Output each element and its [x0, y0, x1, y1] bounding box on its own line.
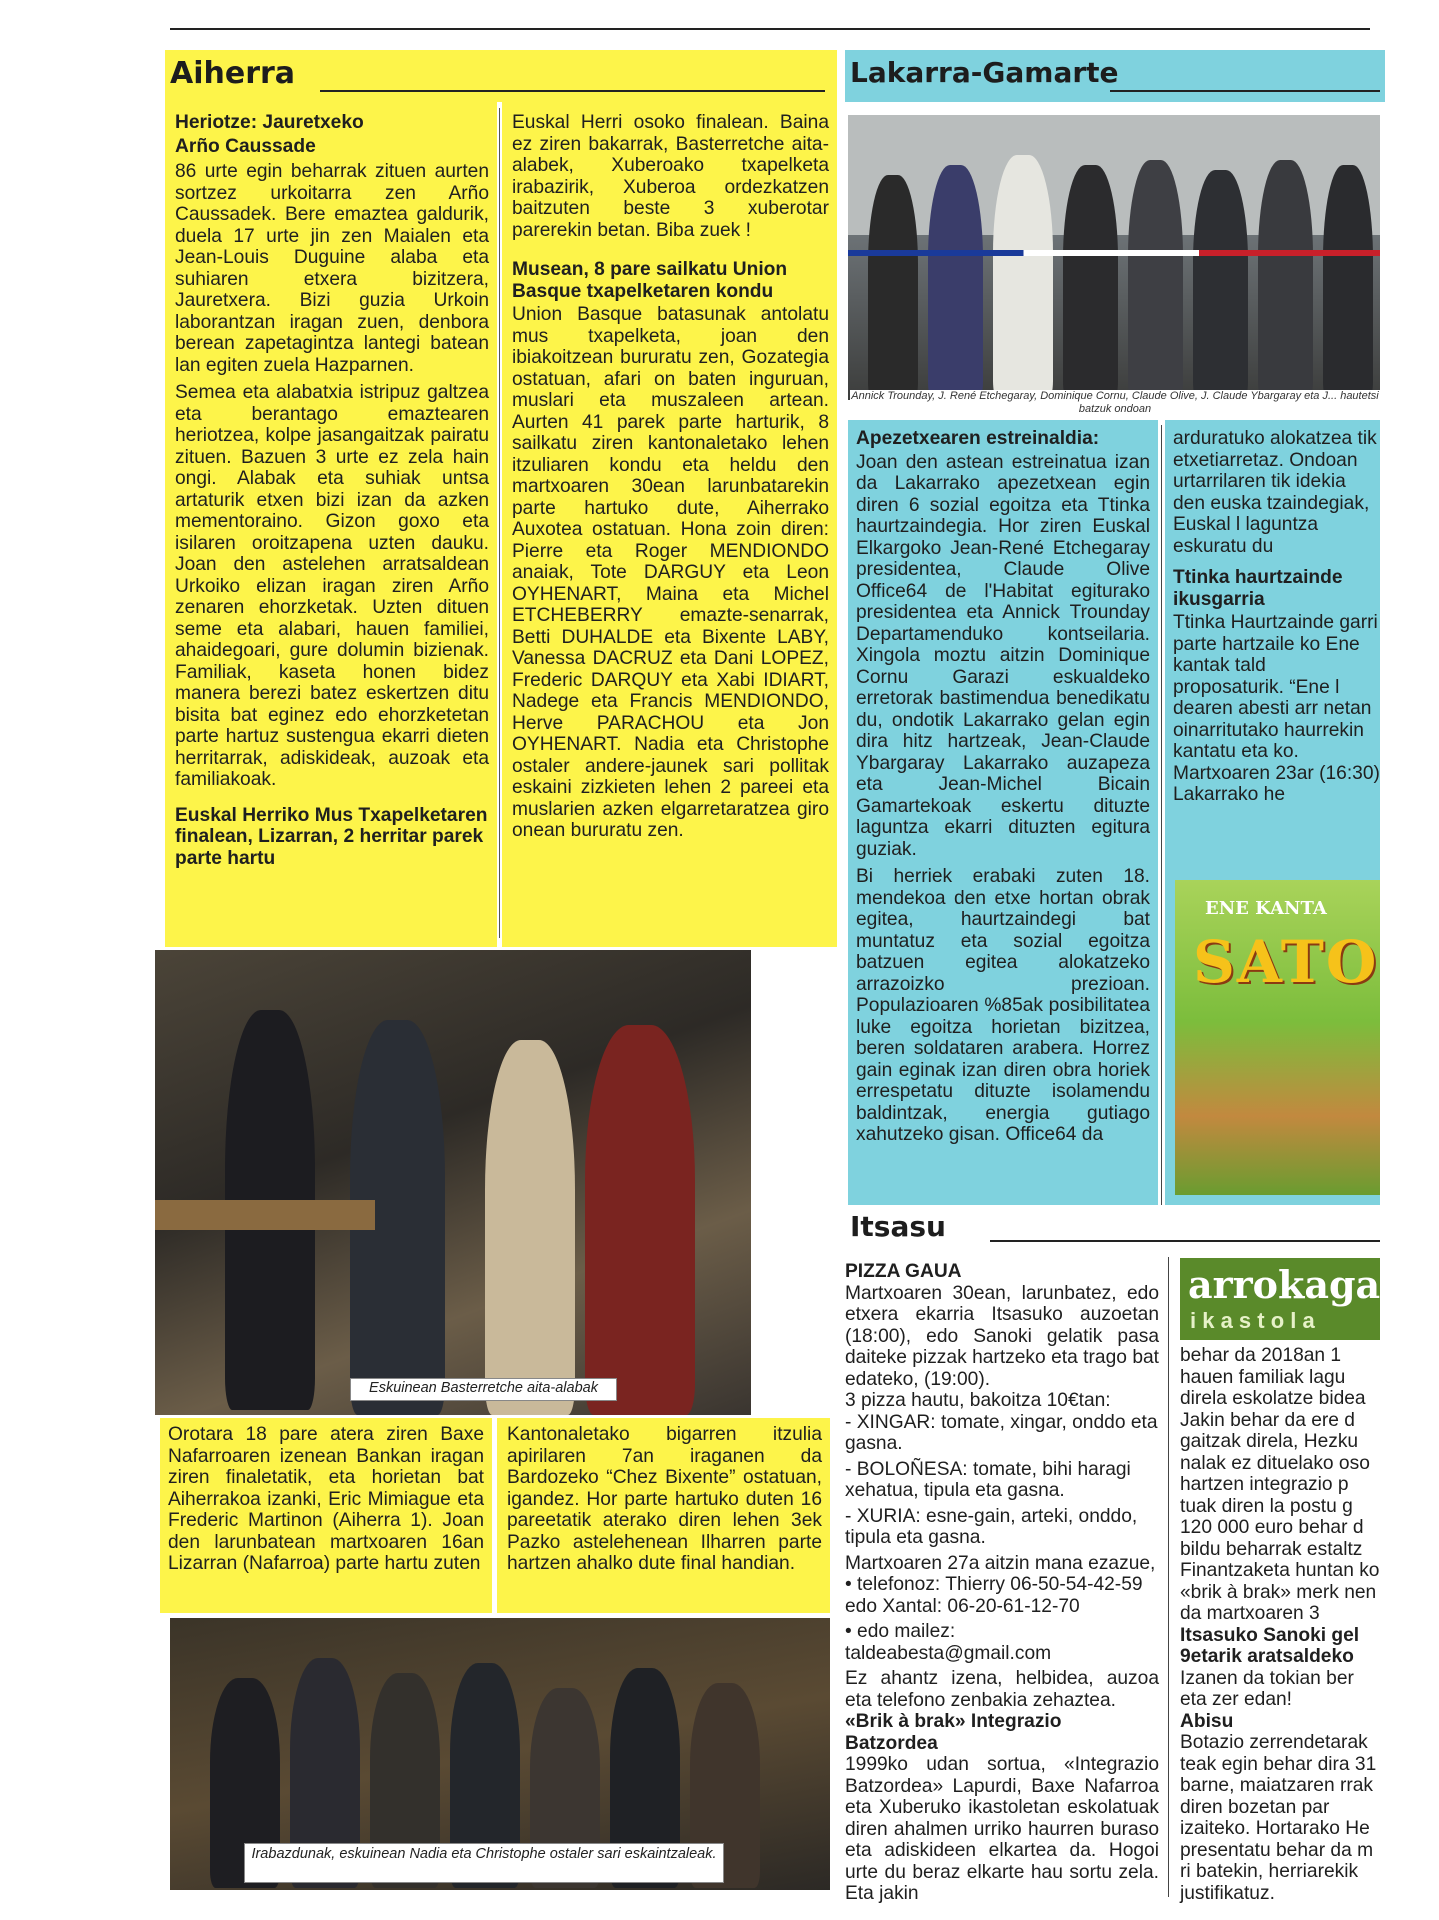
person-silhouette — [993, 155, 1053, 400]
obituary-name: Arño Caussade — [175, 135, 316, 157]
obituary-paragraph-2: Semea eta alabatxia istripuz galtzea eta berantago emaztearen heriotzea, kolpe jasangaitzak pairatu zituen. Bazuen 3 urte ez zela hain ongi. Alabak eta suhiak untsa artaturik etxen bizi izan da azken mementoraino. Gizon goxo eta isilaren oroitzapena uzten dauku. Joan den astelehen arratsaldean Urkoiko elizan iragan ziren Arño zenaren ehorzketak. Uzten dituen seme eta alabari, hauen familiei, ahaidegoari, gure dolumin bizienak. Familiak, kaseta honen bidez manera berezi batez eskertzen ditu bisita bat eginez edo ehorzketetan parte hartuz sustengua ekarri dieten herritarrak, adiskideak, auzoak eta familiakoak. — [175, 382, 489, 790]
contact-email: • edo mailez: taldeabesta@gmail.com — [845, 1621, 1052, 1664]
ribbon — [848, 250, 1380, 256]
pizza-reminder: Ez ahantz izena, helbidea, auzoa eta telefono zenbakia zehaztea. — [845, 1668, 1159, 1711]
apezetxe-paragraph-1: Joan den astean estreinatua izan da Lakarrako apezetxean egin diren 6 sozial egoitza eta Ttinka haurtzaindegia. Hor ziren Euskal Elkargoko Jean-René Etchegaray presidentea, Claude Olive Office64 de l'Habitat egiturako presidentea eta Annick Trounday Departamenduko kontseilaria. Xingola moztu aitzin Dominique Cornu Garazi eskualdeko erretorak bastimendua benedikatu du, ondotik Lakarrako gelan egin dira hitz hartzeak, Jean-Claude Ybargaray Lakarrako auzapeza eta Jean-Michel Bicain Gamartekoak eskertu dituzte laguntza ekarri dituzten egitura guziak. — [856, 451, 1150, 860]
sanoki-paragraph: Izanen da tokian ber eta zer edan! — [1180, 1667, 1354, 1710]
aiherra-column-2 — [502, 102, 837, 947]
itsasu-right-column — [1180, 1345, 1380, 1905]
inauguration-photo — [848, 115, 1380, 400]
person-silhouette — [1193, 170, 1248, 400]
lakarra-title-rule — [1110, 90, 1380, 92]
itsasu-column — [845, 1257, 1163, 1907]
itsasu-title: Itsasu — [850, 1210, 946, 1243]
person-silhouette — [485, 1040, 575, 1415]
ene-kantak-poster — [1175, 880, 1380, 1195]
person-silhouette — [585, 1025, 695, 1415]
arrokagarai-logo — [1180, 1258, 1439, 1340]
lakarra-right-paragraph-1: arduratuko alokatzea tik etxetiarretaz. Ondoan urtarrilaren tik idekia den euska tzaindegiak, Euskal l laguntza eskuratu du — [1173, 428, 1377, 557]
person-silhouette — [868, 175, 918, 400]
logo-word: arrokagarai — [1188, 1262, 1439, 1307]
group-photo-caption: Irabazdunak, eskuinean Nadia eta Christophe ostaler sari eskaintzaleak. — [244, 1843, 724, 1883]
apezetxe-heading: Apezetxearen estreinaldia: — [856, 428, 1100, 449]
aiherra-column-1 — [165, 102, 497, 947]
contact-phone: • telefonoz: Thierry 06-50-54-42-59 edo Xantal: 06-20-61-12-70 — [845, 1574, 1143, 1617]
column-divider — [1161, 425, 1162, 1205]
pizza-item: - XINGAR: tomate, xingar, onddo eta gasna. — [845, 1411, 1158, 1454]
person-silhouette — [1323, 165, 1373, 400]
lakarra-column — [848, 420, 1158, 1205]
table — [155, 1200, 375, 1230]
union-basque-heading: Musean, 8 pare sailkatu Union Basque txapelketaren kondu — [512, 259, 788, 302]
mus-final-heading: Euskal Herriko Mus Txapelketaren finalean, Lizarran, 2 herritar parek parte hartu — [175, 804, 488, 869]
mus-winners-caption: Eskuinean Basterretche aita-alabak — [350, 1378, 617, 1401]
brik-continued: behar da 2018an 1 hauen familiak lagu direla eskolatze bidea Jakin behar da ere d gaitzak direla, Hezku nalak ez dituelako oso hartzen integrazio p tuak diren la postu g 120 000 euro behar d bildu beharrak estaltz Finantzaketa huntan ko «brik à brak» merk nen da martxoaren 3 — [1180, 1345, 1380, 1624]
obituary-paragraph-1: 86 urte egin beharrak zituen aurten sortzez urkoitarra zen Arño Caussadek. Bere emaztea galdurik, duela 17 urte jin zen Maialen eta Jean-Louis Duguine alaba eta suhiaren etxera bizitzera, Jauretxera. Bizi guzia Urkoin laborantzan iragan zuen, denbora berean zapetagintza lantegi batean lan egiten zuela Hazparnen. — [175, 161, 489, 376]
sanoki-heading: Itsasuko Sanoki gel 9etarik aratsaldeko — [1180, 1624, 1360, 1667]
itsasu-title-rule — [990, 1240, 1380, 1242]
mus-winners-photo — [155, 950, 751, 1415]
column-divider — [499, 108, 500, 938]
pizza-paragraph-1: Martxoaren 30ean, larunbatez, edo etxera ekarria Itsasuko auzoetan (18:00), edo Sanoki gelatik pasa daiteke pizzak hartzeko eta trago bat edateko, (19:00). — [845, 1282, 1159, 1390]
pizza-paragraph-2: 3 pizza hautu, bakoitza 10€tan: — [845, 1390, 1111, 1411]
aiherra-title-rule — [320, 90, 825, 92]
lakarra-right-paragraph-2: Ttinka Haurtzainde garri parte hartzaile ko Ene kantak tald proposaturik. “Ene l dearen abesti arr netan oinarritutako haurrekin kantatu eta ko. Martxoaren 23ar (16:30) Lakarrako he — [1173, 612, 1380, 805]
brik-heading: «Brik à brak» Integrazio Batzordea — [845, 1711, 1062, 1754]
lakarra-title: Lakarra-Gamarte — [850, 56, 1119, 89]
person-silhouette — [1063, 165, 1118, 400]
apezetxe-paragraph-2: Bi herriek erabaki zuten 18. mendekoa den etxe hortan obrak egitea, haurtzaindegi bat muntatuz eta sozial egoitza batzuen egitea alokatzeko arrazoizko prezioan. Populazioaren %85ak posibilitatea luke egoitza horietan bizitzea, beren soldataren arabera. Horrez gain eginak izan diren obra horiek errespetatu dituzte isolamendu baldintzak, energia gutiago xahutzeko gisan. Office64 da — [856, 866, 1150, 1145]
poster-big-title: SATO — [1193, 928, 1379, 996]
obituary-heading: Heriotze: Jauretxeko — [175, 112, 364, 133]
person-silhouette — [928, 165, 983, 400]
logo-subtitle: i k a s t o l a — [1190, 1308, 1315, 1333]
pizza-item: - XURIA: esne-gain, arteki, onddo, tipula eta gasna. — [845, 1505, 1138, 1548]
column-divider — [1168, 1257, 1169, 1897]
pizza-heading: PIZZA GAUA — [845, 1261, 962, 1282]
pizza-order-text: Martxoaren 27a aitzin mana ezazue, — [845, 1552, 1156, 1574]
top-rule — [170, 28, 1370, 30]
abisu-paragraph: Botazio zerrendetarak teak egin behar dira 31 barne, maiatzaren rrak diren bozetan par izaiteko. Hortarako He presentatu behar da m ri batekin, herriarekik justifikatuz. — [1180, 1732, 1377, 1904]
person-silhouette — [1128, 160, 1183, 400]
union-basque-paragraph: Union Basque batasunak antolatu mus txapelketa, joan den ibiakoitzean bururatu zen, Gozategia ostatuan, afari on baten inguruan, muslari eta muszaleen artean. Aurten 41 parek parte harturik, 8 sailkatu ziren kantonaletako lehen itzuliaren kondu eta heldu den martxoaren 30ean larunbatarekin parte hartuko dute, Aiherrako Auxotea ostatuan. Hona zoin diren: Pierre eta Roger MENDIONDO anaiak, Tote DARGUY eta Leon OYHENART, Maina eta Michel ETCHEBERRY emazte-senarrak, Betti DUHALDE eta Bixente LABY, Vanessa DACRUZ eta Dani LOPEZ, Frederic DARQUY eta Xabi IDIART, Nadege eta Francis MENDIONDO, Herve PARACHOU eta Jon OYHENART. Nadia eta Christophe ostaler andere-jaunek sari pollitak eskaini zizkieten lehen 2 pareei eta muslarien azken elgarretaratzea giro onean bururatu zen. — [512, 304, 829, 841]
aiherra-title: Aiherra — [170, 56, 296, 91]
abisu-heading: Abisu — [1180, 1710, 1234, 1732]
aiherra-bottom-right — [497, 1418, 830, 1613]
pizza-item: - BOLOÑESA: tomate, bihi haragi xehatua, tipula eta gasna. — [845, 1458, 1131, 1501]
second-round-paragraph: Kantonaletako bigarren itzulia apirilaren 7an iraganen da Bardozeko “Chez Bixente” ostatuan, igandez. Hor parte hartuko duten 16 pareetatik aterako diren lehen 3ek Pazko astelehenean Ilharren parte hartzen ahalko dute final handian. — [507, 1424, 822, 1574]
brik-paragraph: 1999ko udan sortua, «Integrazio Batzordea» Lapurdi, Baxe Nafarroa eta Xuberuko ikastoletan eskolatuak diren ahalmen urriko haurren buraso eta adiskideen elkartea da. Hogoi urte du beraz elkarte hau sortu zela. Eta jakin — [845, 1754, 1159, 1904]
finals-paragraph: Orotara 18 pare atera ziren Baxe Nafarroaren izenean Bankan iragan ziren finaletatik, eta horietan bat Aiherrakoa izanki, Eric Mimiague eta Frederic Martinon (Aiherra 1). Joan den larunbatean martxoaren 16an Lizarran (Nafarroa) parte hartu zuten — [168, 1424, 484, 1574]
mus-final-continued: Euskal Herri osoko finalean. Baina ez ziren bakarrak, Basterretche aita-alabek, Xuberoako txapelketa irabazirik, Xuberoa ordezkatzen baitzuten beste 3 xuberotar parerekin betan. Biba zuek ! — [512, 112, 829, 241]
poster-small-title: ENE KANTA — [1205, 898, 1327, 919]
ttinka-heading: Ttinka haurtzainde ikusgarria — [1173, 567, 1343, 610]
person-silhouette — [1258, 160, 1313, 400]
inauguration-caption: Annick Trounday, J. René Etchegaray, Dominique Cornu, Claude Olive, J. Claude Ybargaray eta J... hautetsi batzuk ondoan — [850, 390, 1380, 420]
aiherra-bottom-left — [160, 1418, 492, 1613]
